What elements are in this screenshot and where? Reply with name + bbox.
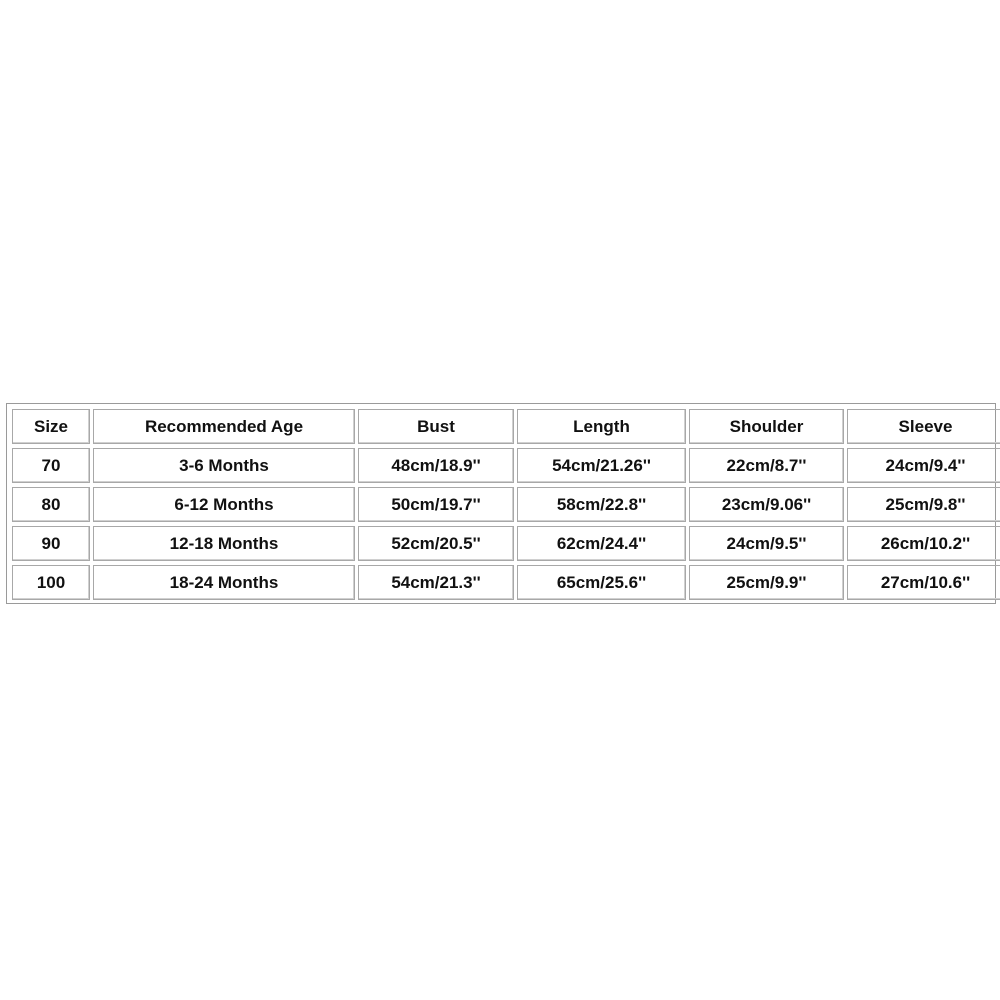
- cell-shoulder: 24cm/9.5'': [689, 526, 844, 561]
- table-row: [12, 565, 1000, 600]
- cell-size: 100: [12, 565, 90, 600]
- cell-size: 80: [12, 487, 90, 522]
- cell-size: 70: [12, 448, 90, 483]
- size-chart-table: [6, 403, 996, 604]
- cell-sleeve: 27cm/10.6'': [847, 565, 1000, 600]
- cell-length: 65cm/25.6'': [517, 565, 686, 600]
- cell-sleeve: 25cm/9.8'': [847, 487, 1000, 522]
- cell-recommended-age: 6-12 Months: [93, 487, 355, 522]
- cell-bust: 48cm/18.9'': [358, 448, 514, 483]
- cell-recommended-age: 12-18 Months: [93, 526, 355, 561]
- cell-recommended-age: 3-6 Months: [93, 448, 355, 483]
- cell-size: 90: [12, 526, 90, 561]
- header-size: Size: [12, 409, 90, 444]
- cell-shoulder: 23cm/9.06'': [689, 487, 844, 522]
- cell-shoulder: 22cm/8.7'': [689, 448, 844, 483]
- header-recommended-age: Recommended Age: [93, 409, 355, 444]
- cell-length: 58cm/22.8'': [517, 487, 686, 522]
- header-sleeve: Sleeve: [847, 409, 1000, 444]
- table-header-row: [12, 409, 1000, 444]
- cell-bust: 50cm/19.7'': [358, 487, 514, 522]
- header-length: Length: [517, 409, 686, 444]
- cell-shoulder: 25cm/9.9'': [689, 565, 844, 600]
- table-row: [12, 448, 1000, 483]
- cell-sleeve: 26cm/10.2'': [847, 526, 1000, 561]
- header-shoulder: Shoulder: [689, 409, 844, 444]
- header-bust: Bust: [358, 409, 514, 444]
- size-table: [9, 405, 1000, 604]
- table-row: [12, 526, 1000, 561]
- cell-sleeve: 24cm/9.4'': [847, 448, 1000, 483]
- cell-length: 62cm/24.4'': [517, 526, 686, 561]
- cell-bust: 52cm/20.5'': [358, 526, 514, 561]
- table-row: [12, 487, 1000, 522]
- cell-bust: 54cm/21.3'': [358, 565, 514, 600]
- cell-length: 54cm/21.26'': [517, 448, 686, 483]
- cell-recommended-age: 18-24 Months: [93, 565, 355, 600]
